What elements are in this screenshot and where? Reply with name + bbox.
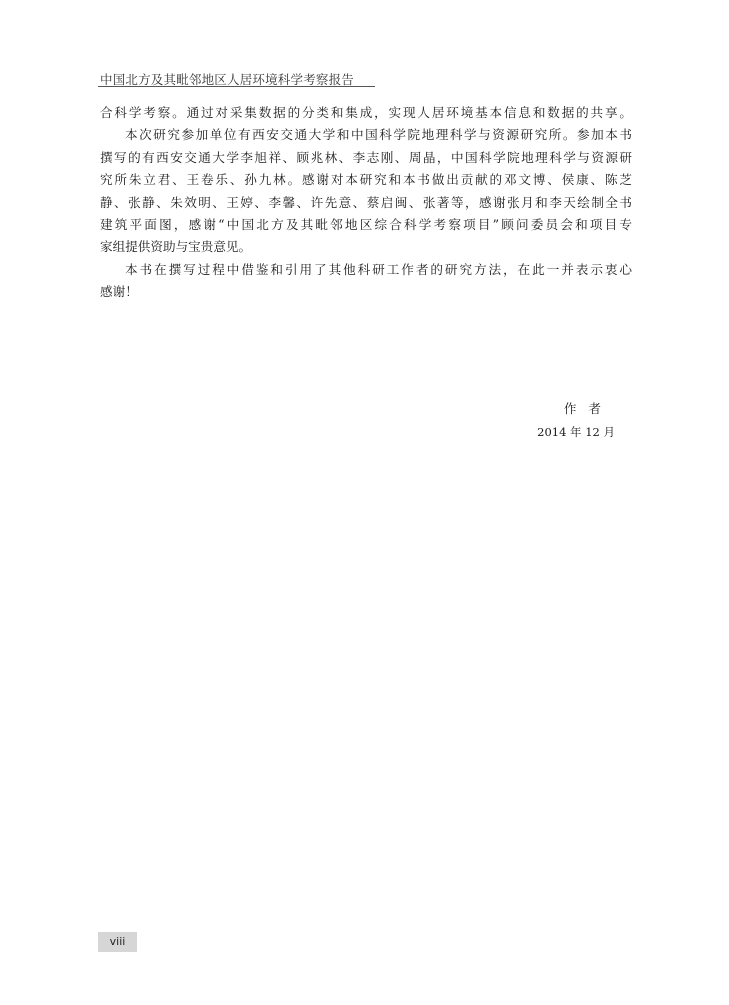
text-line: 撰写的有西安交通大学李旭祥、顾兆林、李志刚、周晶，中国科学院地理科学与资源研 [100, 149, 632, 165]
text-line: 本次研究参加单位有西安交通大学和中国科学院地理科学与资源研究所。参加本书 [125, 127, 632, 143]
text-line: 感谢！ [100, 284, 138, 300]
running-header: 中国北方及其毗邻地区人居环境科学考察报告 [100, 72, 355, 87]
text-line: 本书在撰写过程中借鉴和引用了其他科研工作者的研究方法，在此一并表示衷心 [125, 261, 632, 277]
header-rule [98, 86, 375, 87]
signature-author: 作者 [563, 401, 613, 416]
text-line: 建筑平面图，感谢“中国北方及其毗邻地区综合科学考察项目”顾问委员会和项目专 [100, 216, 632, 232]
text-line: 静、张静、朱效明、王婷、李馨、许先意、蔡启闽、张著等，感谢张月和李天绘制全书 [100, 194, 632, 210]
page-number: viii [98, 932, 137, 952]
text-line: 究所朱立君、王卷乐、孙九林。感谢对本研究和本书做出贡献的邓文博、侯康、陈芝 [100, 172, 632, 188]
signature-date: 2014 年 12 月 [537, 425, 615, 439]
text-line: 家组提供资助与宝贵意见。 [100, 239, 252, 255]
preface-body [100, 102, 632, 304]
text-line: 合科学考察。通过对采集数据的分类和集成，实现人居环境基本信息和数据的共享。 [100, 105, 632, 120]
